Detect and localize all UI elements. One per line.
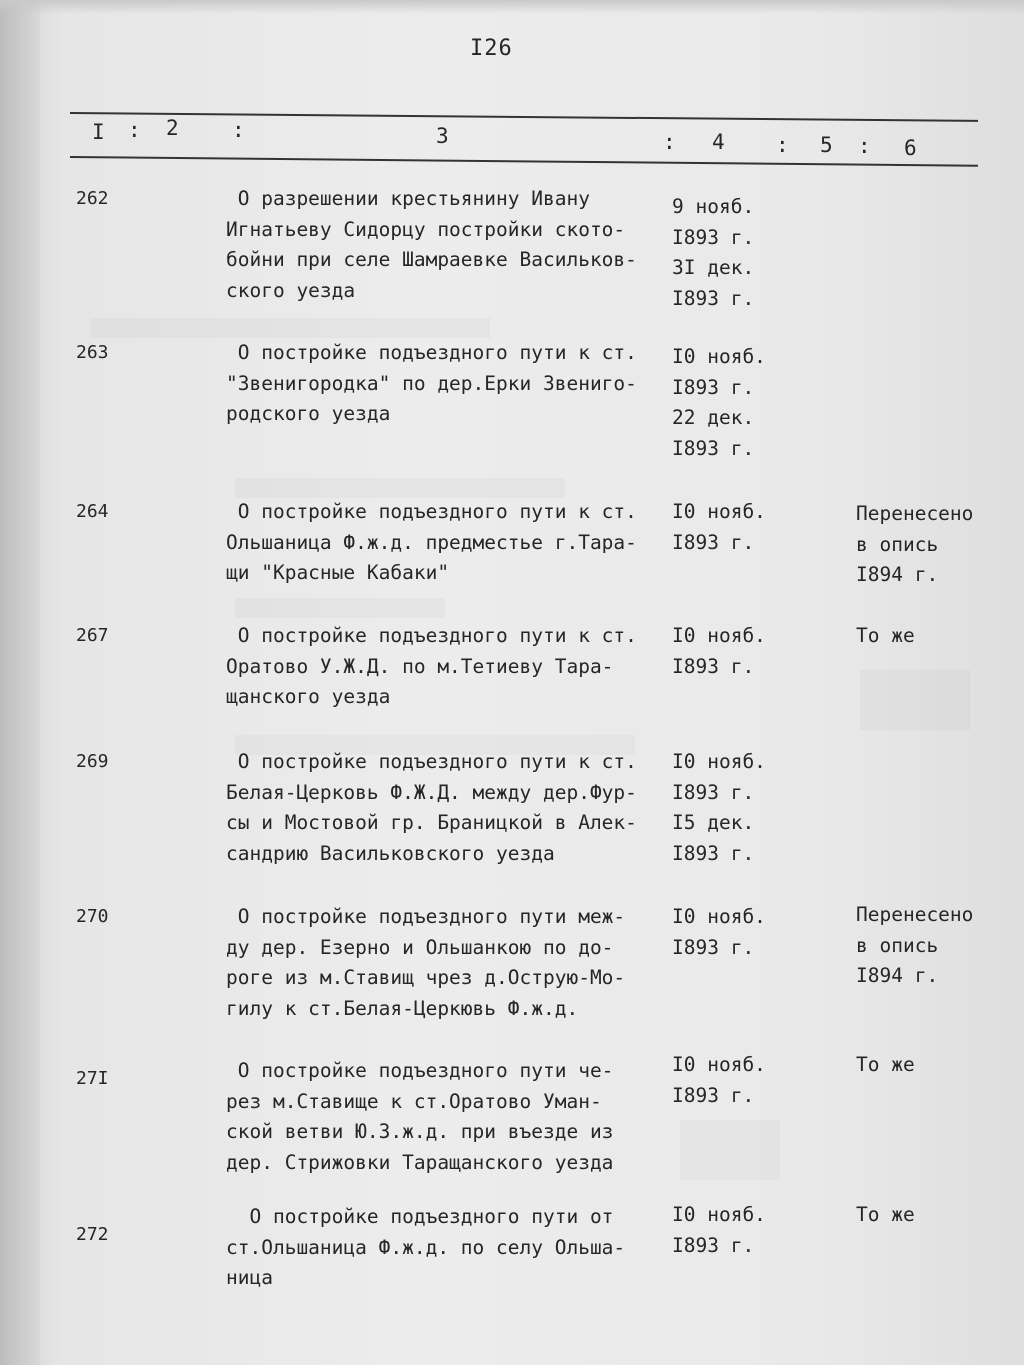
- row-dates: I0 нояб. I893 г. 22 дек. I893 г.: [672, 345, 766, 460]
- row-number: 270: [76, 906, 109, 927]
- row-number: 263: [76, 342, 109, 363]
- header-separator: :: [232, 118, 245, 142]
- header-col-2: 2: [166, 116, 179, 140]
- header-col-6: 6: [904, 136, 917, 160]
- row-dates: I0 нояб. I893 г.: [672, 624, 766, 678]
- row-description: О постройке подъездного пути че- рез м.Ставище к ст.Оратово Уман- ской ветви Ю.З.ж.д. при въезде из дер. Стрижовки Таращанского уезда: [226, 1059, 614, 1174]
- page-top-edge: [0, 0, 1024, 14]
- row-note: Перенесено в опись I894 г.: [856, 903, 974, 987]
- row-number: 269: [76, 751, 109, 772]
- row-dates: I0 нояб. I893 г.: [672, 1053, 766, 1107]
- table-header-rule: [70, 156, 978, 167]
- row-number: 262: [76, 188, 109, 209]
- header-separator: :: [663, 130, 676, 154]
- header-separator: :: [776, 133, 789, 157]
- row-number: 264: [76, 501, 109, 522]
- header-separator: :: [858, 134, 871, 158]
- header-col-1: I: [92, 120, 105, 144]
- page-number: I26: [470, 36, 513, 61]
- row-note: То же: [856, 624, 915, 647]
- row-description: О постройке подъездного пути от ст.Ольшаница Ф.ж.д. по селу Ольша- ница: [226, 1205, 626, 1289]
- header-col-5: 5: [820, 133, 833, 157]
- row-description: О разрешении крестьянину Ивану Игнатьеву Сидорцу постройки ското- бойни при селе Шамраевке Васильков- ского уезда: [226, 187, 637, 302]
- header-col-3: 3: [436, 124, 449, 148]
- row-number: 27I: [76, 1068, 109, 1089]
- row-number: 267: [76, 625, 109, 646]
- page-binding-shadow: [0, 0, 40, 1365]
- row-dates: I0 нояб. I893 г.: [672, 500, 766, 554]
- row-dates: I0 нояб. I893 г.: [672, 905, 766, 959]
- row-description: О постройке подъездного пути к ст. "Звенигородка" по дер.Ерки Звениго- родского уезда: [226, 341, 637, 425]
- row-description: О постройке подъездного пути к ст. Ольшаница Ф.ж.д. предместье г.Тара- щи "Красные Кабаки": [226, 500, 637, 584]
- row-description: О постройке подъездного пути к ст. Оратово У.Ж.Д. по м.Тетиеву Тара- щанского уезда: [226, 624, 637, 708]
- row-dates: I0 нояб. I893 г.: [672, 1203, 766, 1257]
- header-separator: :: [128, 118, 141, 142]
- row-note: То же: [856, 1203, 915, 1226]
- row-note: То же: [856, 1053, 915, 1076]
- row-dates: 9 нояб. I893 г. 3I дек. I893 г.: [672, 195, 755, 310]
- row-dates: I0 нояб. I893 г. I5 дек. I893 г.: [672, 750, 766, 865]
- row-description: О постройке подъездного пути меж- ду дер. Езерно и Ольшанкою по до- роге из м.Ставищ чрез д.Острую-Мо- гилу к ст.Белая-Церкювь Ф.ж.д.: [226, 905, 626, 1020]
- header-col-4: 4: [712, 130, 725, 154]
- row-note: Перенесено в опись I894 г.: [856, 502, 974, 586]
- row-description: О постройке подъездного пути к ст. Белая-Церковь Ф.Ж.Д. между дер.Фур- сы и Мостовой гр. Браницкой в Алек- сандрию Васильковского уезда: [226, 750, 637, 865]
- table-top-rule: [70, 112, 978, 122]
- row-number: 272: [76, 1224, 109, 1245]
